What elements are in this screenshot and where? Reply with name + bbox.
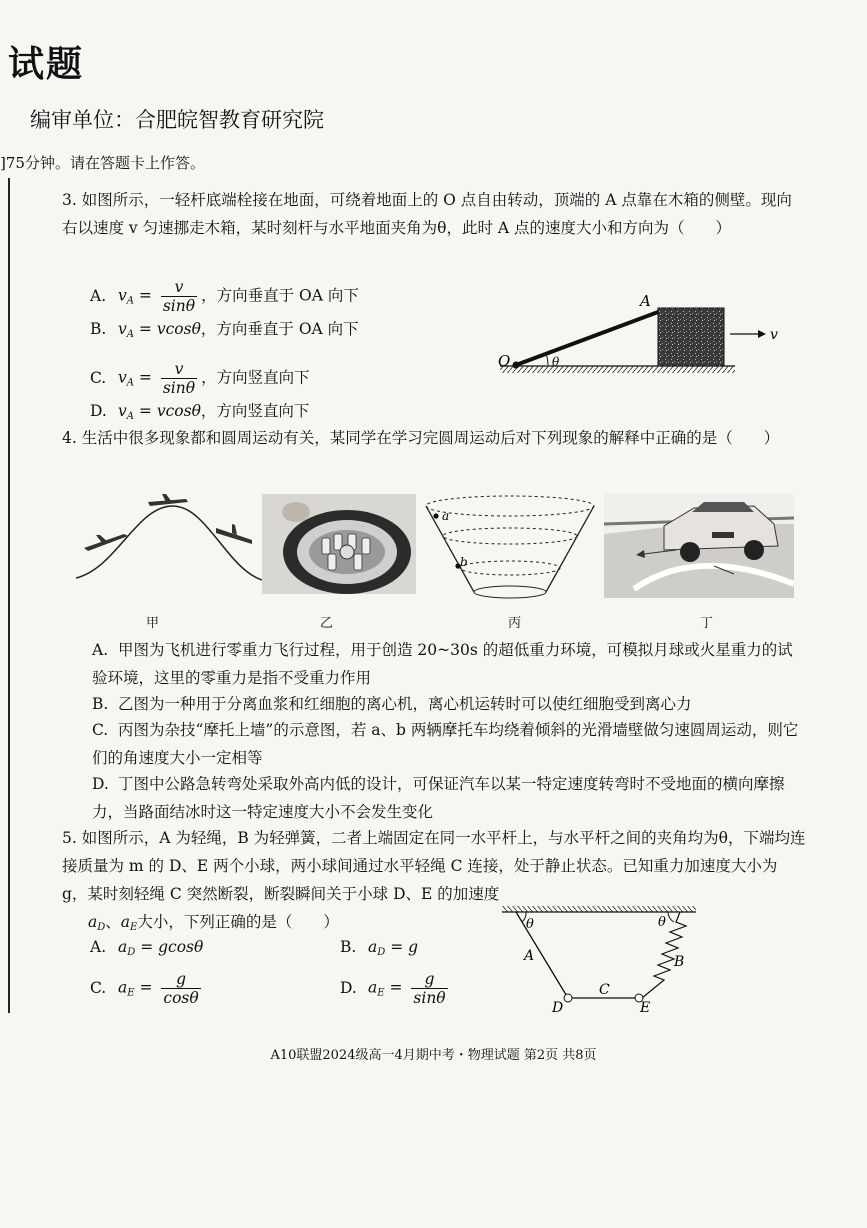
ground-hatch: [500, 366, 735, 373]
q4-option-b[interactable]: B. 乙图为一种用于分离血浆和红细胞的离心机，离心机运转时可以使红细胞受到离心力: [92, 695, 692, 713]
q3-option-b[interactable]: B. $v_A = vcos\theta$，方向垂直于 OA 向下: [90, 320, 359, 340]
svg-text:θ: θ: [526, 917, 534, 932]
figure-ding-car-turn: [604, 494, 794, 598]
question-5-stem-tail: $a_D$、$a_E$大小，下列正确的是（ ）: [88, 913, 339, 933]
q3-rod-box-figure: [490, 286, 790, 381]
label-theta: θ: [552, 355, 560, 369]
label-a-point: a: [442, 509, 450, 523]
q4-option-c[interactable]: C. 丙图为杂技“摩托上墙”的示意图，若 a、b 两辆摩托车均绕着倾斜的光滑墙壁做匀速圆周运动，则它们的角速度大小一定相等: [92, 721, 799, 767]
q4-option-d[interactable]: D. 丁图中公路急转弯处采取外高内低的设计，可保证汽车以某一特定速度转弯时不受地面的横向摩擦力，当路面结冰时这一特定速度大小不会发生变化: [92, 775, 785, 821]
caption-bing: 丙: [508, 616, 522, 631]
figure-yi-centrifuge: [262, 494, 416, 594]
svg-text:B: B: [674, 954, 685, 970]
caption-jia: 甲: [146, 616, 160, 631]
question-5-stem: 5. 如图所示，A 为轻绳，B 为轻弹簧，二者上端固定在同一水平杆上，与水平杆之间的夹角均为θ，下端均连接质量为 m 的 D、E 两个小球，两小球间通过水平轻绳 C 连接，处于静止状态。已知重力加速度大小为 g，某时刻轻绳 C 突然断裂，断裂瞬间关于小球 D、E 的加速度: [62, 829, 806, 903]
q3-option-c[interactable]: C. $v_A$ = $\frac{v}{\sin\theta}$ ，方向竖直向下: [90, 360, 310, 397]
fraction: $\frac{g}{\sin\theta}$: [413, 970, 446, 1007]
caption-ding: 丁: [700, 616, 714, 631]
q3-option-a[interactable]: A. $v_A$ = $\frac{v}{\sin\theta}$ ，方向垂直于 OA 向下: [90, 278, 359, 315]
question-3-stem: 3. 如图所示，一轻杆底端栓接在地面，可绕着地面上的 O 点自由转动，顶端的 A 点靠在木箱的侧壁。现向右以速度 v 匀速挪走木箱，某时刻杆与水平地面夹角为θ，此时 A 点的速度大小和方向为（ ）: [62, 191, 792, 237]
figure-jia-zero-gravity-plane: [76, 488, 262, 594]
svg-text:θ: θ: [658, 915, 666, 930]
fraction: $\frac{g}{\cos\theta}$: [163, 970, 199, 1007]
label-o: O: [498, 352, 511, 370]
figure-bing-motorcycle-wall: [420, 494, 600, 602]
q5-option-d[interactable]: D. $a_E$ = $\frac{g}{\sin\theta}$: [340, 970, 446, 1007]
q4-option-a[interactable]: A. 甲图为飞机进行零重力飞行过程，用于创造 20~30s 的超低重力环境，可模拟月球或火星重力的试验环境，这里的零重力是指不受重力作用: [92, 641, 793, 687]
fraction: $\frac{v}{\sin\theta}$: [162, 278, 196, 315]
question-4-stem: 4. 生活中很多现象都和圆周运动有关，某同学在学习完圆周运动后对下列现象的解释中正确的是（ ）: [62, 429, 780, 447]
editor-unit: 编审单位：合肥皖智教育研究院: [30, 108, 324, 132]
q5-option-c[interactable]: C. $a_E$ = $\frac{g}{\cos\theta}$: [90, 970, 199, 1007]
fraction: $\frac{v}{\sin\theta}$: [162, 360, 196, 397]
page-footer: A10联盟2024级高一4月期中考・物理试题 第2页 共8页: [270, 1048, 597, 1063]
svg-text:C: C: [599, 982, 610, 998]
q5-option-a[interactable]: A. $a_D = gcos\theta$: [90, 938, 204, 958]
light-rod: [516, 312, 658, 365]
label-v: v: [770, 327, 778, 343]
label-a: A: [640, 292, 651, 310]
page-title: 试题: [8, 43, 85, 85]
q3-option-d[interactable]: D. $v_A = vcos\theta$，方向竖直向下: [90, 402, 310, 422]
svg-text:D: D: [552, 1000, 564, 1016]
q5-option-b[interactable]: B. $a_D = g$: [340, 938, 419, 958]
label-b-point: b: [460, 555, 468, 569]
svg-text:E: E: [640, 1000, 651, 1016]
margin-rule: [8, 178, 10, 1013]
wooden-box: [658, 308, 724, 366]
caption-yi: 乙: [320, 616, 334, 631]
svg-text:A: A: [524, 948, 535, 964]
time-note: ]75分钟。请在答题卡上作答。: [0, 154, 205, 172]
q5-rope-spring-figure: [496, 904, 706, 1016]
ball-d: [564, 994, 572, 1002]
